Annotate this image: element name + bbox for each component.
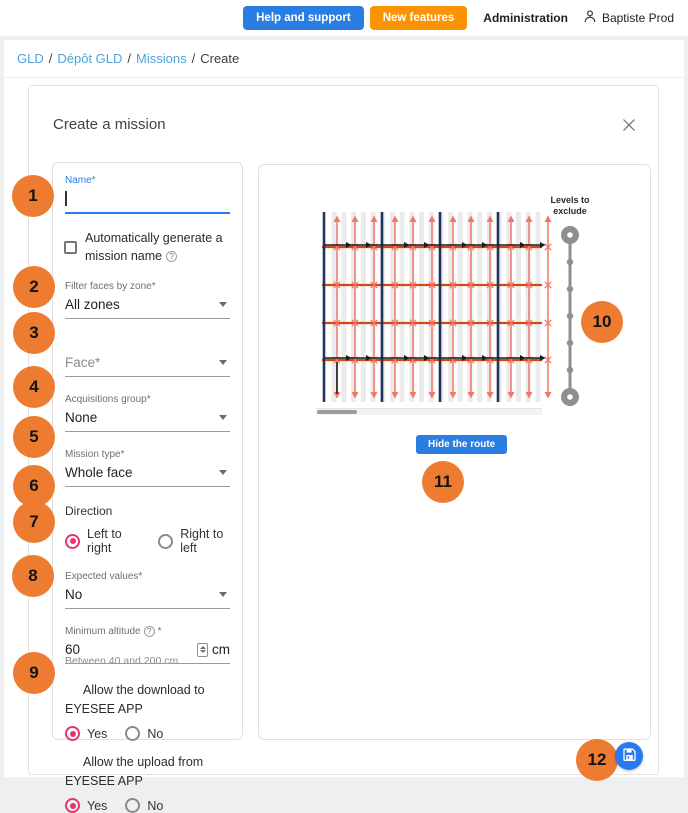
step-badge-9: 9: [13, 652, 55, 694]
radio-upload-yes[interactable]: Yes: [65, 798, 107, 813]
min-altitude-field[interactable]: [65, 626, 230, 664]
user-menu[interactable]: [584, 10, 674, 26]
route-preview-panel: [258, 164, 651, 740]
radio-right-to-left[interactable]: Right to left: [158, 527, 230, 555]
topbar-buttons: [243, 6, 467, 30]
hide-route-button[interactable]: Hide the route: [416, 435, 507, 454]
face-placeholder: Face*: [65, 355, 101, 370]
step-badge-12: 12: [576, 739, 618, 781]
help-icon: ?: [144, 626, 155, 637]
auto-name-checkbox[interactable]: [65, 229, 230, 265]
step-badge-3: 3: [13, 312, 55, 354]
step-badge-7: 7: [13, 501, 55, 543]
horizontal-scrollbar[interactable]: [316, 408, 542, 415]
step-badge-10: 10: [581, 301, 623, 343]
expected-values-label: Expected values*: [65, 571, 143, 582]
step-badge-1: 1: [12, 175, 54, 217]
levels-to-exclude-label: Levels to exclude: [550, 195, 590, 216]
user-name: Baptiste Prod: [601, 11, 674, 25]
save-button[interactable]: [615, 742, 643, 770]
user-icon: [584, 10, 596, 26]
face-select[interactable]: [65, 336, 230, 377]
name-field[interactable]: [65, 175, 230, 214]
breadcrumb: [4, 40, 684, 78]
create-mission-modal: [28, 85, 659, 813]
step-badge-5: 5: [13, 416, 55, 458]
close-icon[interactable]: [622, 116, 640, 134]
acquisitions-label: Acquisitions group*: [65, 394, 151, 405]
download-permission-label: Allow the download to EYESEE APP: [65, 683, 205, 716]
min-altitude-value[interactable]: 60: [65, 642, 81, 657]
chevron-down-icon: [219, 592, 227, 597]
breadcrumb-link-gld[interactable]: GLD: [17, 51, 44, 66]
radio-icon: [65, 726, 80, 741]
direction-label: Direction: [65, 504, 113, 518]
download-permission-group: [65, 681, 230, 741]
checkbox-box-icon: [64, 241, 77, 254]
route-diagram: [322, 212, 542, 402]
acquisitions-select[interactable]: [65, 394, 230, 432]
chevron-down-icon: [219, 415, 227, 420]
mission-type-label: Mission type*: [65, 449, 125, 460]
chevron-down-icon: [219, 360, 227, 365]
radio-icon: [125, 798, 140, 813]
levels-exclude-slider[interactable]: [557, 223, 583, 409]
direction-group: [65, 504, 230, 555]
upload-permission-group: [65, 753, 230, 813]
save-floppy-icon: [623, 748, 636, 764]
new-features-button[interactable]: New features: [370, 6, 468, 30]
radio-upload-no[interactable]: No: [125, 798, 163, 813]
breadcrumb-link-depot[interactable]: Dépôt GLD: [57, 51, 123, 66]
breadcrumb-current: Create: [200, 51, 240, 66]
zone-label: Filter faces by zone*: [65, 281, 156, 292]
acquisitions-value: None: [65, 410, 98, 425]
mission-type-value: Whole face: [65, 465, 133, 480]
scrollbar-thumb[interactable]: [317, 410, 357, 414]
radio-download-yes[interactable]: Yes: [65, 726, 107, 741]
mission-type-select[interactable]: [65, 449, 230, 487]
top-bar: [0, 0, 688, 36]
radio-icon: [65, 534, 80, 549]
step-badge-2: 2: [13, 266, 55, 308]
number-stepper-icon[interactable]: [197, 643, 208, 657]
chevron-down-icon: [219, 470, 227, 475]
expected-values-value: No: [65, 587, 83, 602]
name-label: Name*: [65, 175, 96, 186]
step-badge-4: 4: [13, 366, 55, 408]
min-altitude-unit: cm: [212, 642, 230, 657]
radio-download-no[interactable]: No: [125, 726, 163, 741]
min-altitude-helper: Between 40 and 200 cm: [65, 655, 179, 667]
text-cursor: [65, 191, 67, 206]
breadcrumb-separator: /: [127, 51, 132, 66]
expected-values-select[interactable]: [65, 571, 230, 609]
step-badge-8: 8: [12, 555, 54, 597]
help-icon: ?: [166, 251, 177, 262]
breadcrumb-separator: /: [191, 51, 196, 66]
help-support-button[interactable]: Help and support: [243, 6, 364, 30]
breadcrumb-link-missions[interactable]: Missions: [136, 51, 187, 66]
auto-name-checkbox-label: Automatically generate a mission name ?: [85, 231, 223, 263]
upload-permission-label: Allow the upload from EYESEE APP: [65, 755, 204, 788]
breadcrumb-separator: /: [48, 51, 53, 66]
mission-form-panel: [52, 162, 243, 813]
page-title: Create a mission: [53, 116, 166, 133]
step-badge-11: 11: [422, 461, 464, 503]
radio-left-to-right[interactable]: Left to right: [65, 527, 136, 555]
radio-icon: [125, 726, 140, 741]
main-content: [4, 78, 684, 813]
radio-icon: [158, 534, 173, 549]
step-badge-6: 6: [13, 465, 55, 507]
chevron-down-icon: [219, 302, 227, 307]
zone-select[interactable]: [65, 281, 230, 319]
radio-icon: [65, 798, 80, 813]
zone-value: All zones: [65, 297, 120, 312]
min-altitude-label: Minimum altitude ? *: [65, 626, 162, 637]
administration-link[interactable]: Administration: [483, 11, 568, 25]
